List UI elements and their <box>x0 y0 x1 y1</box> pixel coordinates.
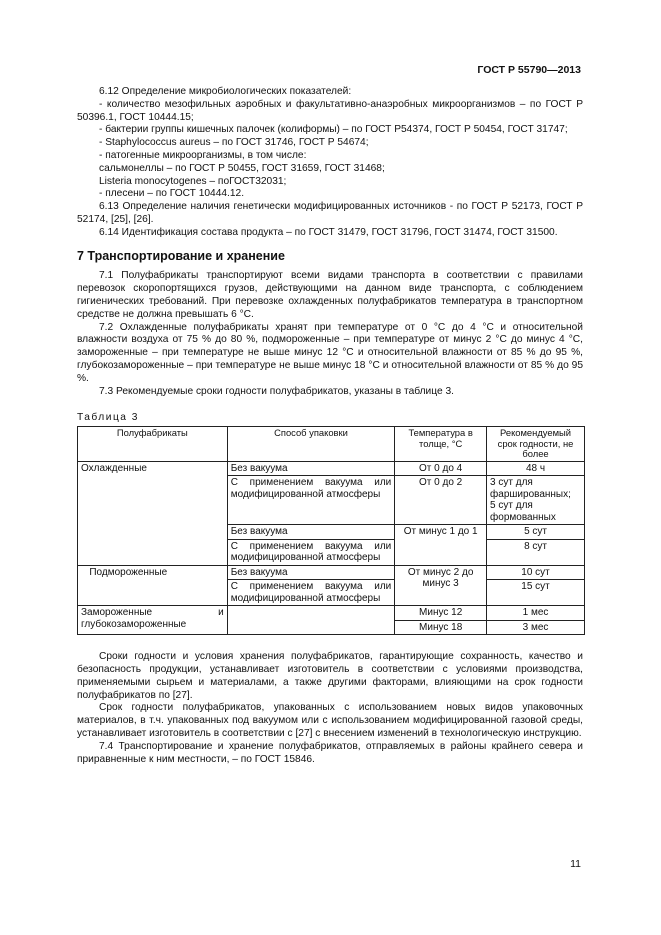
packaging-cell: Без вакуума <box>227 461 395 476</box>
table-row <box>78 461 585 476</box>
packaging-cell: Без вакуума <box>227 565 395 580</box>
list-item: - плесени – по ГОСТ 10444.12. <box>99 188 245 200</box>
paragraph-7-2: 7.2 Охлажденные полуфабрикаты хранят при температуре от 0 °С до 4 °С и относительной влажности воздуха от 75 % до 80 %, подмороженные – при температуре от минус 2 °С до минус 4 °С, замороженные – при температуре не выше минус 12 °С и относительной влажности от 85 % до 95 %, глубокозамороженные – при температуре не выше минус 18 °С и относительной влажности от 85 % до 95 %. <box>77 321 583 384</box>
paragraph-7-1: 7.1 Полуфабрикаты транспортируют всеми видами транспорта в соответствии с правилами перевозок скоропортящихся грузов, действующими на данном виде транспорта, с соблюдением гигиенических требований. При перевозке охлажденных полуфабрикатов температура в транспортном средстве не должна превышать 6 °С. <box>77 270 583 320</box>
shelf-life-cell: 8 сут <box>487 539 585 565</box>
shelf-life-cell: 48 ч <box>487 461 585 476</box>
paragraph-6-13: 6.13 Определение наличия генетически модифицированных источников - по ГОСТ Р 52173, ГОСТ Р 52174, [25], [26]. <box>77 201 583 225</box>
shelf-life-cell: 3 мес <box>487 620 585 635</box>
temperature-cell: Минус 18 <box>395 620 487 635</box>
table-3 <box>77 426 585 635</box>
paragraph-6-12: 6.12 Определение микробиологических показателей: <box>99 86 352 97</box>
list-item: - Staphylococcus aureus – по ГОСТ 31746, ГОСТ Р 54674; <box>99 137 369 149</box>
paragraph-shelf-life: Сроки годности и условия хранения полуфабрикатов, гарантирующие сохранность, качество и безопасность продукции, устанавливает изготовитель в соответствии с условиями производства, применяемыми сырьем и материалами, а также другими факторами, влияющими на срок годности полуфабрикатов по [27]. <box>77 651 583 701</box>
page-number: 11 <box>570 858 581 870</box>
column-header: Рекомендуемый срок годности, не более <box>487 427 585 462</box>
packaging-cell <box>227 606 395 635</box>
document-body <box>77 86 583 766</box>
shelf-life-cell: 10 сут <box>487 565 585 580</box>
shelf-life-cell: 1 мес <box>487 606 585 621</box>
document-header: ГОСТ Р 55790—2013 <box>477 64 581 76</box>
temperature-cell: От 0 до 2 <box>395 476 487 525</box>
paragraph-7-4: 7.4 Транспортирование и хранение полуфабрикатов, отправляемых в районы крайнего севера и приравненные к ним местности, – по ГОСТ 15846. <box>77 740 583 765</box>
shelf-life-line: 3 сут для фаршированных; <box>490 477 571 500</box>
packaging-cell: С применением вакуума или модифицированной атмосферы <box>227 539 395 565</box>
temperature-cell: Минус 12 <box>395 606 487 621</box>
table-caption: Таблица 3 <box>77 412 139 424</box>
column-header: Температура в толще, °С <box>395 427 487 462</box>
temperature-cell: От минус 2 до минус 3 <box>395 565 487 606</box>
paragraph-7-3: 7.3 Рекомендуемые сроки годности полуфабрикатов, указаны в таблице 3. <box>99 385 454 397</box>
temperature-cell: От 0 до 4 <box>395 461 487 476</box>
shelf-life-line: 5 сут для формованных <box>490 500 556 523</box>
paragraph-new-packaging: Срок годности полуфабрикатов, упакованных с использованием новых видов упаковочных материалов, в т.ч. упакованных под вакуумом или с использованием модифицированной газовой среды, устанавливает изготовитель в соответствии с [27] с внесением изменений в технологическую инструкцию. <box>77 702 583 739</box>
table-row <box>78 606 585 621</box>
packaging-cell: С применением вакуума или модифицированной атмосферы <box>227 476 395 525</box>
column-header: Способ упаковки <box>227 427 395 462</box>
table-row <box>78 565 585 580</box>
table-header-row <box>78 427 585 462</box>
list-item: - бактерии группы кишечных палочек (колиформы) – по ГОСТ Р54374, ГОСТ Р 50454, ГОСТ 31747; <box>99 124 568 136</box>
list-item: Listeria monocytogenes – поГОСТ32031; <box>99 175 287 187</box>
packaging-cell: С применением вакуума или модифицированной атмосферы <box>227 580 395 606</box>
shelf-life-cell <box>487 476 585 525</box>
list-item: - количество мезофильных аэробных и факультативно-анаэробных микроорганизмов – по ГОСТ Р 50396.1, ГОСТ 10444.15; <box>77 98 583 123</box>
paragraph-6-14: 6.14 Идентификация состава продукта – по ГОСТ 31479, ГОСТ 31796, ГОСТ 31474, ГОСТ 31500. <box>99 226 558 238</box>
section-heading: 7 Транспортирование и хранение <box>77 248 285 263</box>
packaging-cell: Без вакуума <box>227 525 395 540</box>
category-label: Подмороженные <box>89 566 168 578</box>
shelf-life-cell: 5 сут <box>487 525 585 540</box>
temperature-cell: От минус 1 до 1 <box>395 525 487 566</box>
list-item: сальмонеллы – по ГОСТ Р 50455, ГОСТ 31659, ГОСТ 31468; <box>99 162 385 174</box>
category-cell: Замороженные и глубокозамороженные <box>78 606 228 635</box>
category-cell: Охлажденные <box>78 461 228 565</box>
category-cell <box>78 565 228 606</box>
shelf-life-cell: 15 сут <box>487 580 585 606</box>
column-header: Полуфабрикаты <box>78 427 228 462</box>
list-item: - патогенные микроорганизмы, в том числе: <box>99 149 307 161</box>
